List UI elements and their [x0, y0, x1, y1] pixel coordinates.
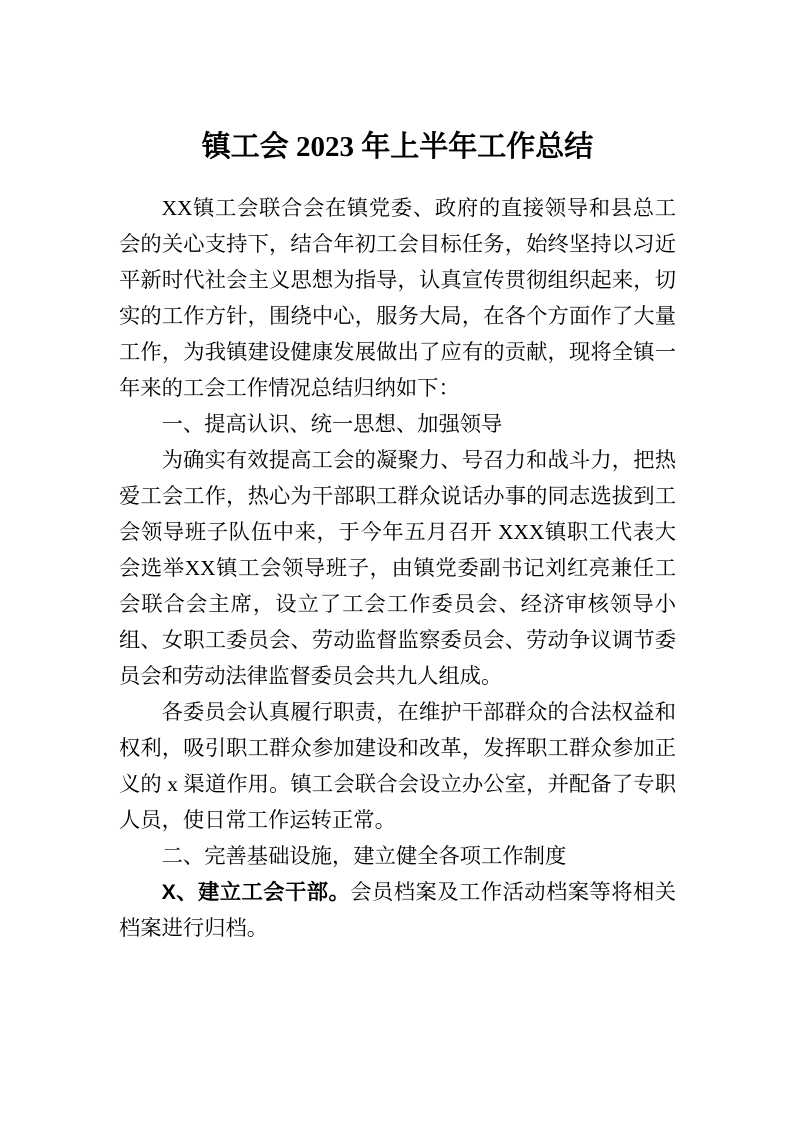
- section-heading-2: 二、完善基础设施，建立健全各项工作制度: [161, 844, 567, 868]
- paragraph-section1-committees: 各委员会认真履行职责，在维护干部群众的合法权益和权利，吸引职工群众参加建设和改革，发挥职工群众参加正义的 x 渠道作用。镇工会联合会设立办公室，并配备了专职人员，使日常工作运转正常。: [119, 700, 676, 832]
- document-body: [119, 190, 676, 946]
- paragraph-section2-archive: [119, 874, 676, 946]
- paragraph-tail-text: 会员档案及工作活动档案等将相关档案进行归档。: [119, 880, 676, 940]
- document-title: 镇工会 2023 年上半年工作总结: [201, 131, 594, 163]
- section-heading-1: 一、提高认识、统一思想、加强领导: [161, 412, 503, 436]
- bold-lead-text: X、建立工会干部。: [161, 880, 351, 904]
- paragraph-section1-leadership: 为确实有效提高工会的凝聚力、号召力和战斗力，把热爱工会工作，热心为干部职工群众说话办事的同志选拔到工会领导班子队伍中来，于今年五月召开 XXX镇职工代表大会选举XX镇工会领导班子，由镇党委副书记刘红亮兼任工会联合会主席，设立了工会工作委员会、经济审核领导小组、女职工委员会、劳动监督监察委员会、劳动争议调节委员会和劳动法律监督委员会共九人组成。: [119, 448, 676, 688]
- paragraph-intro: XX镇工会联合会在镇党委、政府的直接领导和县总工会的关心支持下，结合年初工会目标任务，始终坚持以习近平新时代社会主义思想为指导，认真宣传贯彻组织起来，切实的工作方针，围绕中心，服务大局，在各个方面作了大量工作，为我镇建设健康发展做出了应有的贡献，现将全镇一年来的工会工作情况总结归纳如下：: [119, 196, 676, 400]
